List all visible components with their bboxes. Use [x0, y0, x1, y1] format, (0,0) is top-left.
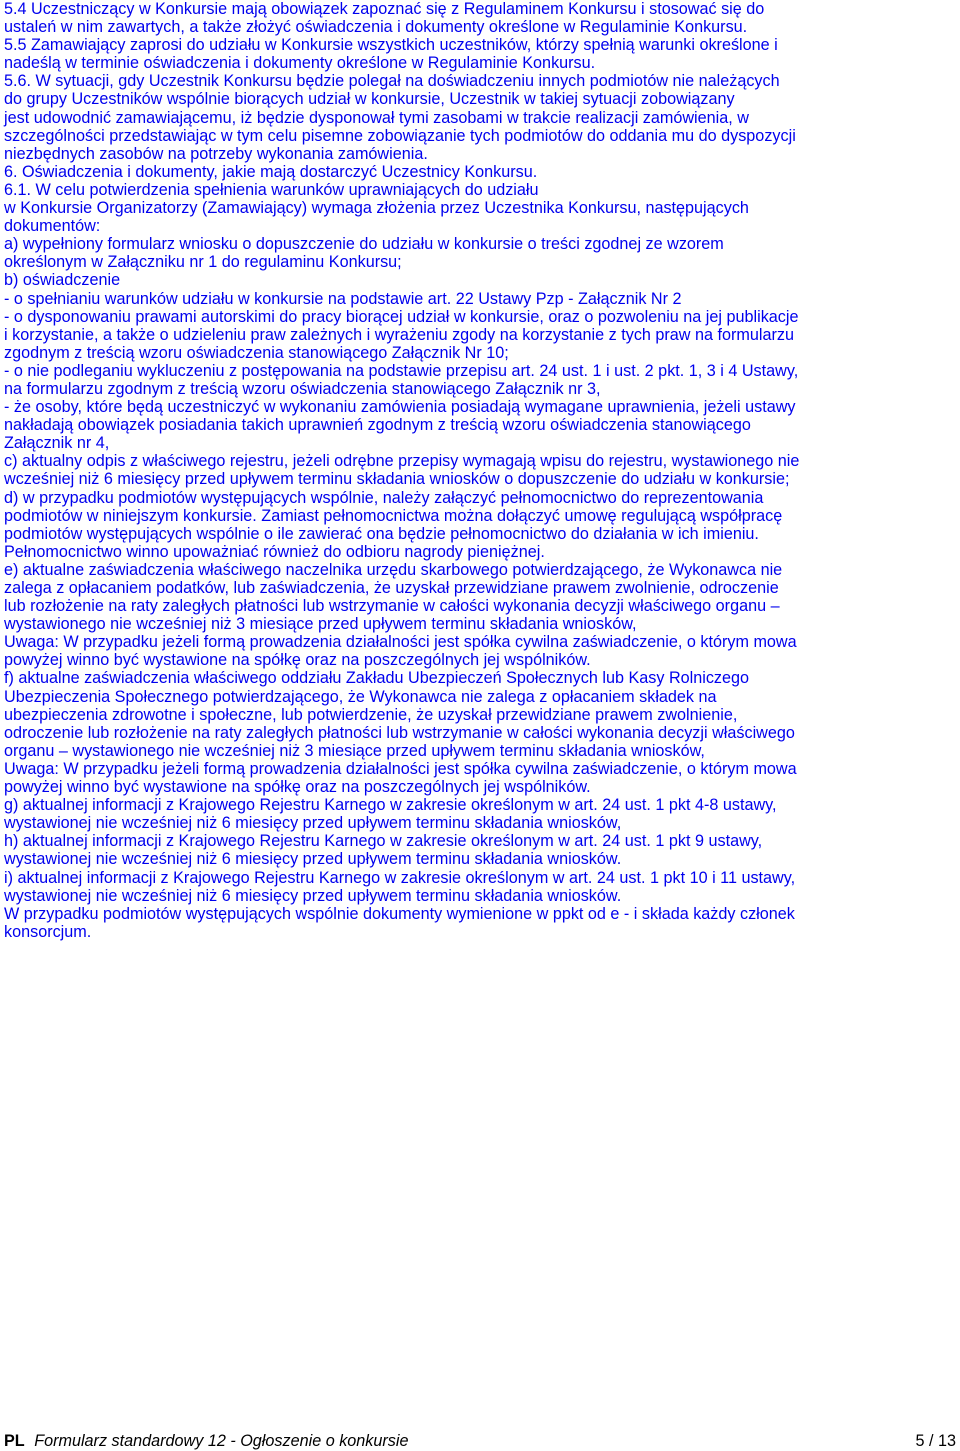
document-line: nadeślą w terminie oświadczenia i dokumenty określone w Regulaminie Konkursu. — [4, 54, 596, 73]
document-line: Załącznik nr 4, — [4, 434, 110, 453]
document-line: Uwaga: W przypadku jeżeli formą prowadzenia działalności jest spółka cywilna zaświadczenie, o którym mowa — [4, 633, 797, 652]
document-line: powyżej winno być wystawione na spółkę oraz na poszczególnych jej wspólników. — [4, 651, 591, 670]
document-line: wystawionej nie wcześniej niż 6 miesięcy przed upływem terminu składania wniosków. — [4, 850, 622, 869]
document-line: ustaleń w nim zawartych, a także złożyć oświadczenia i dokumenty określone w Regulaminie Konkursu. — [4, 18, 748, 37]
document-line: 6.1. W celu potwierdzenia spełnienia warunków uprawniających do udziału — [4, 180, 539, 199]
document-line: wystawionego nie wcześniej niż 3 miesiące przed upływem terminu składania wniosków, — [4, 615, 637, 634]
document-line: i) aktualnej informacji z Krajowego Rejestru Karnego w zakresie określonym w art. 24 ust. 1 pkt 10 i 11 ustawy, — [4, 868, 796, 887]
document-line: h) aktualnej informacji z Krajowego Rejestru Karnego w zakresie określonym w art. 24 ust. 1 pkt 9 ustawy, — [4, 832, 763, 851]
document-line: Ubezpieczenia Społecznego potwierdzającego, że Wykonawca nie zalega z opłacaniem składek na — [4, 687, 717, 706]
document-line: d) w przypadku podmiotów występujących wspólnie, należy załączyć pełnomocnictwo do reprezentowania — [4, 488, 764, 507]
document-line: w Konkursie Organizatorzy (Zamawiający) wymaga złożenia przez Uczestnika Konkursu, następujących — [4, 199, 749, 218]
document-line: organu – wystawionego nie wcześniej niż 3 miesiące przed upływem terminu składania wniosków, — [4, 741, 705, 760]
document-line: f) aktualne zaświadczenia właściwego oddziału Zakładu Ubezpieczeń Społecznych lub Kasy Rolniczego — [4, 669, 750, 688]
document-line: - o spełnianiu warunków udziału w konkursie na podstawie art. 22 Ustawy Pzp - Załącznik Nr 2 — [4, 289, 682, 308]
document-line: Pełnomocnictwo winno upoważniać również do odbioru nagrody pieniężnej. — [4, 542, 545, 561]
document-line: - o dysponowaniu prawami autorskimi do pracy biorącej udział w konkursie, oraz o pozwoleniu na jej publikacje — [4, 307, 799, 326]
document-line: b) oświadczenie — [4, 271, 121, 290]
document-line: dokumentów: — [4, 217, 101, 236]
document-line: 5.5 Zamawiający zaprosi do udziału w Konkursie wszystkich uczestników, którzy spełnią warunki określone i — [4, 36, 778, 55]
document-line: 5.4 Uczestniczący w Konkursie mają obowiązek zapoznać się z Regulaminem Konkursu i stosować się do — [4, 0, 765, 18]
document-line: e) aktualne zaświadczenia właściwego naczelnika urzędu skarbowego potwierdzającego, że Wykonawca nie — [4, 560, 783, 579]
document-line: - że osoby, które będą uczestniczyć w wykonaniu zamówienia posiadają wymagane uprawnienia, jeżeli ustawy — [4, 398, 796, 417]
document-line: W przypadku podmiotów występujących wspólnie dokumenty wymienione w ppkt od e - i składa każdy członek — [4, 904, 795, 923]
document-line: c) aktualny odpis z właściwego rejestru, jeżeli odrębne przepisy wymagają wpisu do rejestru, wystawionego nie — [4, 452, 800, 471]
document-line: wystawionej nie wcześniej niż 6 miesięcy przed upływem terminu składania wniosków, — [4, 814, 622, 833]
document-line: odroczenie lub rozłożenie na raty zaległych płatności lub wstrzymanie w całości wykonania decyzji właściwego — [4, 723, 795, 742]
document-line: konsorcjum. — [4, 922, 92, 941]
document-line: podmiotów w niniejszym konkursie. Zamiast pełnomocnictwa można dołączyć umowę regulującą współpracę — [4, 506, 783, 525]
footer-language: PL — [4, 1432, 25, 1450]
document-line: wcześniej niż 6 miesięcy przed upływem terminu składania wniosków o dopuszczenie do udziału w konkursie; — [4, 470, 790, 489]
document-line: 5.6. W sytuacji, gdy Uczestnik Konkursu będzie polegał na doświadczeniu innych podmiotów nie należących — [4, 72, 780, 91]
document-line: szczególności przedstawiając w tym celu pisemne zobowiązanie tych podmiotów do oddania mu do dyspozycji — [4, 126, 796, 145]
document-line: na formularzu zgodnym z treścią wzoru oświadczenia stanowiącego Załącznik nr 3, — [4, 379, 601, 398]
document-line: jest udowodnić zamawiającemu, iż będzie dysponował tymi zasobami w trakcie realizacji zamówienia, w — [4, 108, 749, 127]
document-line: określonym w Załączniku nr 1 do regulaminu Konkursu; — [4, 253, 402, 272]
document-line: podmiotów występujących wspólnie o ile zawierać ona będzie pełnomocnictwo do działania w ich imieniu. — [4, 524, 759, 543]
document-line: a) wypełniony formularz wniosku o dopuszczenie do udziału w konkursie o treści zgodnej ze wzorem — [4, 235, 724, 254]
document-line: zgodnym z treścią wzoru oświadczenia stanowiącego Załącznik Nr 10; — [4, 343, 509, 362]
document-line: i korzystanie, a także o udzieleniu praw zależnych i wyrażeniu zgody na korzystanie z tych praw na formularzu — [4, 325, 794, 344]
document-line: g) aktualnej informacji z Krajowego Rejestru Karnego w zakresie określonym w art. 24 ust. 1 pkt 4-8 ustawy, — [4, 796, 777, 815]
document-line: do grupy Uczestników wspólnie biorących udział w konkursie, Uczestnik w takiej sytuacji zobowiązany — [4, 90, 735, 109]
document-line: ubezpieczenia zdrowotne i społeczne, lub potwierdzenie, że uzyskał przewidziane prawem zwolnienie, — [4, 705, 738, 724]
document-line: powyżej winno być wystawione na spółkę oraz na poszczególnych jej wspólników. — [4, 778, 591, 797]
document-line: wystawionej nie wcześniej niż 6 miesięcy przed upływem terminu składania wniosków. — [4, 886, 622, 905]
document-line: 6. Oświadczenia i dokumenty, jakie mają dostarczyć Uczestnicy Konkursu. — [4, 162, 538, 181]
footer-form-name: Formularz standardowy 12 - Ogłoszenie o konkursie — [34, 1432, 409, 1450]
document-line: niezbędnych zasobów na potrzeby wykonania zamówienia. — [4, 144, 428, 163]
document-line: nakładają obowiązek posiadania takich uprawnień zgodnym z treścią wzoru oświadczenia stanowiącego — [4, 416, 751, 435]
document-body — [4, 0, 954, 941]
document-line: zalega z opłacaniem podatków, lub zaświadczenia, że uzyskał przewidziane prawem zwolnienie, odroczenie — [4, 579, 779, 597]
document-line: lub rozłożenie na raty zaległych płatności lub wstrzymanie w całości wykonania decyzji właściwego organu – — [4, 597, 780, 616]
footer-page-number: 5 / 13 — [915, 1432, 956, 1450]
document-line: Uwaga: W przypadku jeżeli formą prowadzenia działalności jest spółka cywilna zaświadczenie, o którym mowa — [4, 759, 797, 778]
page-footer — [4, 1431, 956, 1451]
document-line: - o nie podleganiu wykluczeniu z postępowania na podstawie przepisu art. 24 ust. 1 i ust. 2 pkt. 1, 3 i 4 Ustawy, — [4, 361, 799, 380]
